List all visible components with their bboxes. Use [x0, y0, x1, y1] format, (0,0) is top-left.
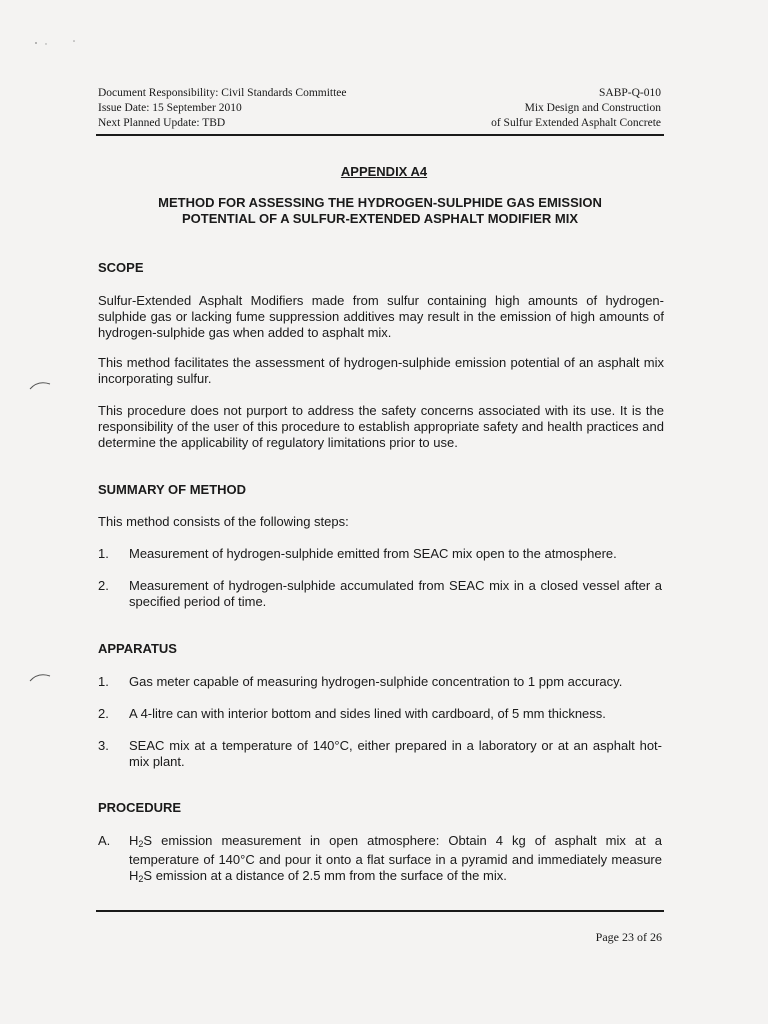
header-issue-date: Issue Date: 15 September 2010	[98, 102, 242, 114]
scope-paragraph: This procedure does not purport to address the safety concerns associated with its use. It is the responsibility of the user of this procedure to establish appropriate safety and health practices and determine the applicability of regulatory limitations prior to use.	[98, 403, 664, 450]
step-text: Measurement of hydrogen-sulphide accumulated from SEAC mix in a closed vessel after a specified period of time.	[129, 578, 662, 609]
item-number: 1.	[98, 674, 109, 689]
procedure-heading: PROCEDURE	[98, 800, 182, 815]
page-number: Page 23 of 26	[595, 930, 662, 944]
item-number: 3.	[98, 738, 109, 753]
page-title-line-2: POTENTIAL OF A SULFUR-EXTENDED ASPHALT MODIFIER MIX	[181, 211, 579, 226]
header-doc-number: SABP-Q-010	[599, 87, 661, 99]
summary-intro: This method consists of the following steps:	[98, 514, 349, 529]
item-text: $H_2S$ emission measurement in open atmosphere: Obtain 4 kg of asphalt mix at a temperature of 140°C and pour it onto a flat surface in a pyramid and immediately measure $H_2S$ emission at a distance of 2.5 mm from the surface of the mix.	[129, 833, 662, 884]
document-header-right	[491, 86, 661, 131]
scan-artifact-dots	[30, 38, 90, 48]
header-divider	[96, 134, 664, 136]
item-text: Gas meter capable of measuring hydrogen-sulphide concentration to 1 ppm accuracy.	[129, 674, 623, 689]
scan-artifact-mark	[28, 670, 54, 684]
scope-paragraph: This method facilitates the assessment of hydrogen-sulphide emission potential of an asphalt mix incorporating sulfur.	[98, 355, 664, 386]
appendix-label-text: APPENDIX A4	[340, 164, 428, 179]
step-number: 2.	[98, 578, 109, 593]
summary-heading: SUMMARY OF METHOD	[98, 482, 247, 497]
header-doc-title-1: Mix Design and Construction	[524, 102, 661, 114]
step-text: Measurement of hydrogen-sulphide emitted from SEAC mix open to the atmosphere.	[129, 546, 617, 561]
header-responsibility: Document Responsibility: Civil Standards Committee	[98, 87, 347, 99]
step-number: 1.	[98, 546, 109, 561]
page-title	[120, 195, 640, 227]
scope-paragraph: Sulfur-Extended Asphalt Modifiers made from sulfur containing high amounts of hydrogen-sulphide gas or lacking fume suppression additives may result in the emission of high amounts of hydrogen-sulphide gas when added to asphalt mix.	[98, 293, 664, 340]
scope-heading: SCOPE	[98, 260, 144, 275]
item-text: A 4-litre can with interior bottom and sides lined with cardboard, of 5 mm thickness.	[129, 706, 606, 721]
header-doc-title-2: of Sulfur Extended Asphalt Concrete	[491, 117, 661, 129]
footer-divider	[96, 910, 664, 912]
appendix-label	[0, 164, 768, 179]
document-header-left	[98, 86, 347, 131]
item-number: 2.	[98, 706, 109, 721]
apparatus-heading: APPARATUS	[98, 641, 177, 656]
page-title-line-1: METHOD FOR ASSESSING THE HYDROGEN-SULPHIDE GAS EMISSION	[158, 195, 602, 210]
scan-artifact-mark	[28, 378, 54, 392]
item-letter: A.	[98, 833, 111, 848]
header-next-update: Next Planned Update: TBD	[98, 117, 226, 129]
item-text: SEAC mix at a temperature of 140°C, either prepared in a laboratory or at an asphalt hot-mix plant.	[129, 738, 662, 769]
